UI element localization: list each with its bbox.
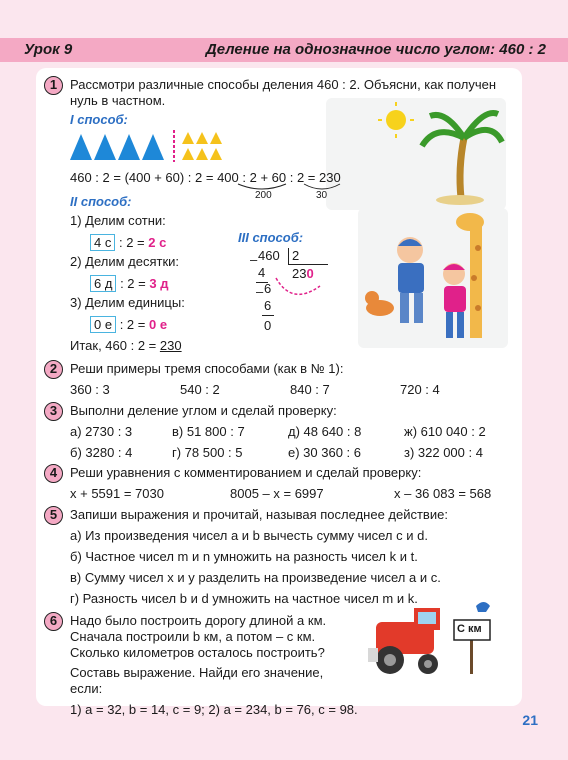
ld-sub-1: 4 — [258, 265, 266, 280]
task-2-number: 2 — [44, 360, 63, 379]
task-4-eq-1: x + 5591 = 7030 — [70, 486, 164, 501]
task-3-e: е) 30 360 : 6 — [288, 445, 361, 460]
task-4-text: Реши уравнения с комментированием и сделай проверку: — [70, 465, 422, 480]
task-5-b: б) Частное чисел m и n умножить на разность чисел k и t. — [70, 549, 418, 564]
subresult-30: 30 — [316, 190, 328, 201]
task-3-z: з) 322 000 : 4 — [404, 445, 483, 460]
underbraces — [236, 182, 356, 194]
task-4-number: 4 — [44, 464, 63, 483]
giraffe-children-picture — [358, 208, 508, 348]
task-6-line-3: Сколько километров осталось построить? — [70, 645, 325, 660]
task-2-item-3: 840 : 7 — [290, 382, 330, 397]
task-3-a: а) 2730 : 3 — [70, 424, 133, 439]
task-5-c: в) Сумму чисел x и y разделить на произведение чисел a и c. — [70, 570, 441, 585]
step-1-line: 4 с : 2 = 2 с — [90, 234, 166, 251]
way-1-label: I способ: — [70, 112, 128, 127]
content-card — [36, 68, 522, 717]
task-6-line-6: 1) a = 32, b = 14, c = 9; 2) a = 234, b = 76, c = 98. — [70, 702, 358, 717]
ld-divisor: 2 — [292, 248, 300, 263]
way-1-expression: 460 : 2 = (400 + 60) : 2 = 400 : 2 + 60 : 2 = 230 — [70, 170, 341, 185]
road-sign-text: С км — [457, 623, 482, 635]
tractor-picture — [366, 598, 506, 680]
task-1-number: 1 — [44, 76, 63, 95]
step-3-answer: 0 е — [149, 317, 168, 332]
step-1-box: 4 с — [90, 234, 115, 251]
ld-rem-2: 0 — [264, 318, 272, 333]
task-3-d: д) 48 640 : 8 — [288, 424, 362, 439]
step-3-text: 3) Делим единицы: — [70, 295, 185, 310]
task-3-g: г) 78 500 : 5 — [172, 445, 243, 460]
task-6-line-5: если: — [70, 681, 103, 696]
ld-quotient: 230 — [292, 266, 314, 281]
task-3-b: б) 3280 : 4 — [70, 445, 133, 460]
step-3-line: 0 е : 2 = 0 е — [90, 316, 167, 333]
lesson-header — [0, 38, 568, 62]
way-3-label: III способ: — [238, 230, 304, 245]
step-2-line: 6 д : 2 = 3 д — [90, 275, 168, 292]
task-5-number: 5 — [44, 506, 63, 525]
task-5-a: а) Из произведения чисел a и b вычесть сумму чисел c и d. — [70, 528, 428, 543]
task-3-number: 3 — [44, 402, 63, 421]
task-6-line-1: Надо было построить дорогу длиной a км. — [70, 613, 327, 628]
step-2-text: 2) Делим десятки: — [70, 254, 180, 269]
task-3-text: Выполни деление углом и сделай проверку: — [70, 403, 337, 418]
ld-rem-1: 6 — [264, 281, 272, 296]
task-4-eq-3: x – 36 083 = 568 — [394, 486, 492, 501]
lesson-title: Деление на однозначное число углом: 460 : 2 — [205, 41, 546, 58]
step-3-box: 0 е — [90, 316, 116, 333]
subresult-200: 200 — [255, 190, 272, 201]
summary-answer: 230 — [159, 338, 182, 353]
lesson-number: Урок 9 — [24, 41, 73, 58]
task-2-item-2: 540 : 2 — [180, 382, 220, 397]
ld-arrow — [272, 276, 332, 306]
task-2-item-1: 360 : 3 — [70, 382, 110, 397]
step-2-box: 6 д — [90, 275, 116, 292]
task-6-number: 6 — [44, 612, 63, 631]
step-2-answer: 3 д — [149, 276, 169, 291]
way-2-label: II способ: — [70, 194, 132, 209]
task-5-text: Запиши выражения и прочитай, называя последнее действие: — [70, 507, 448, 522]
ld-dividend: 460 — [258, 248, 280, 263]
task-2-text: Реши примеры тремя способами (как в № 1): — [70, 361, 344, 376]
task-4-eq-2: 8005 – x = 6997 — [230, 486, 324, 501]
task-5-d: г) Разность чисел b и d умножить на частное чисел m и k. — [70, 591, 418, 606]
step-1-text: 1) Делим сотни: — [70, 213, 166, 228]
task-3-v: в) 51 800 : 7 — [172, 424, 245, 439]
task-3-zh: ж) 610 040 : 2 — [404, 424, 486, 439]
task-6-line-4: Составь выражение. Найди его значение, — [70, 665, 324, 680]
step-1-answer: 2 с — [148, 235, 167, 250]
task-6-line-2: Сначала построили b км, а потом – c км. — [70, 629, 316, 644]
task-1-text-2: нуль в частном. — [70, 93, 166, 108]
summary-line: Итак, 460 : 2 = 230 — [70, 338, 182, 353]
ld-sub-2: 6 — [264, 298, 272, 313]
page-number: 21 — [522, 712, 538, 728]
long-division: – 460 2 230 4 – 6 6 0 — [250, 248, 340, 338]
task-1-text-1: Рассмотри различные способы деления 460 : 2. Объясни, как получен — [70, 77, 497, 92]
task-2-item-4: 720 : 4 — [400, 382, 440, 397]
triangles-picture — [70, 130, 240, 162]
